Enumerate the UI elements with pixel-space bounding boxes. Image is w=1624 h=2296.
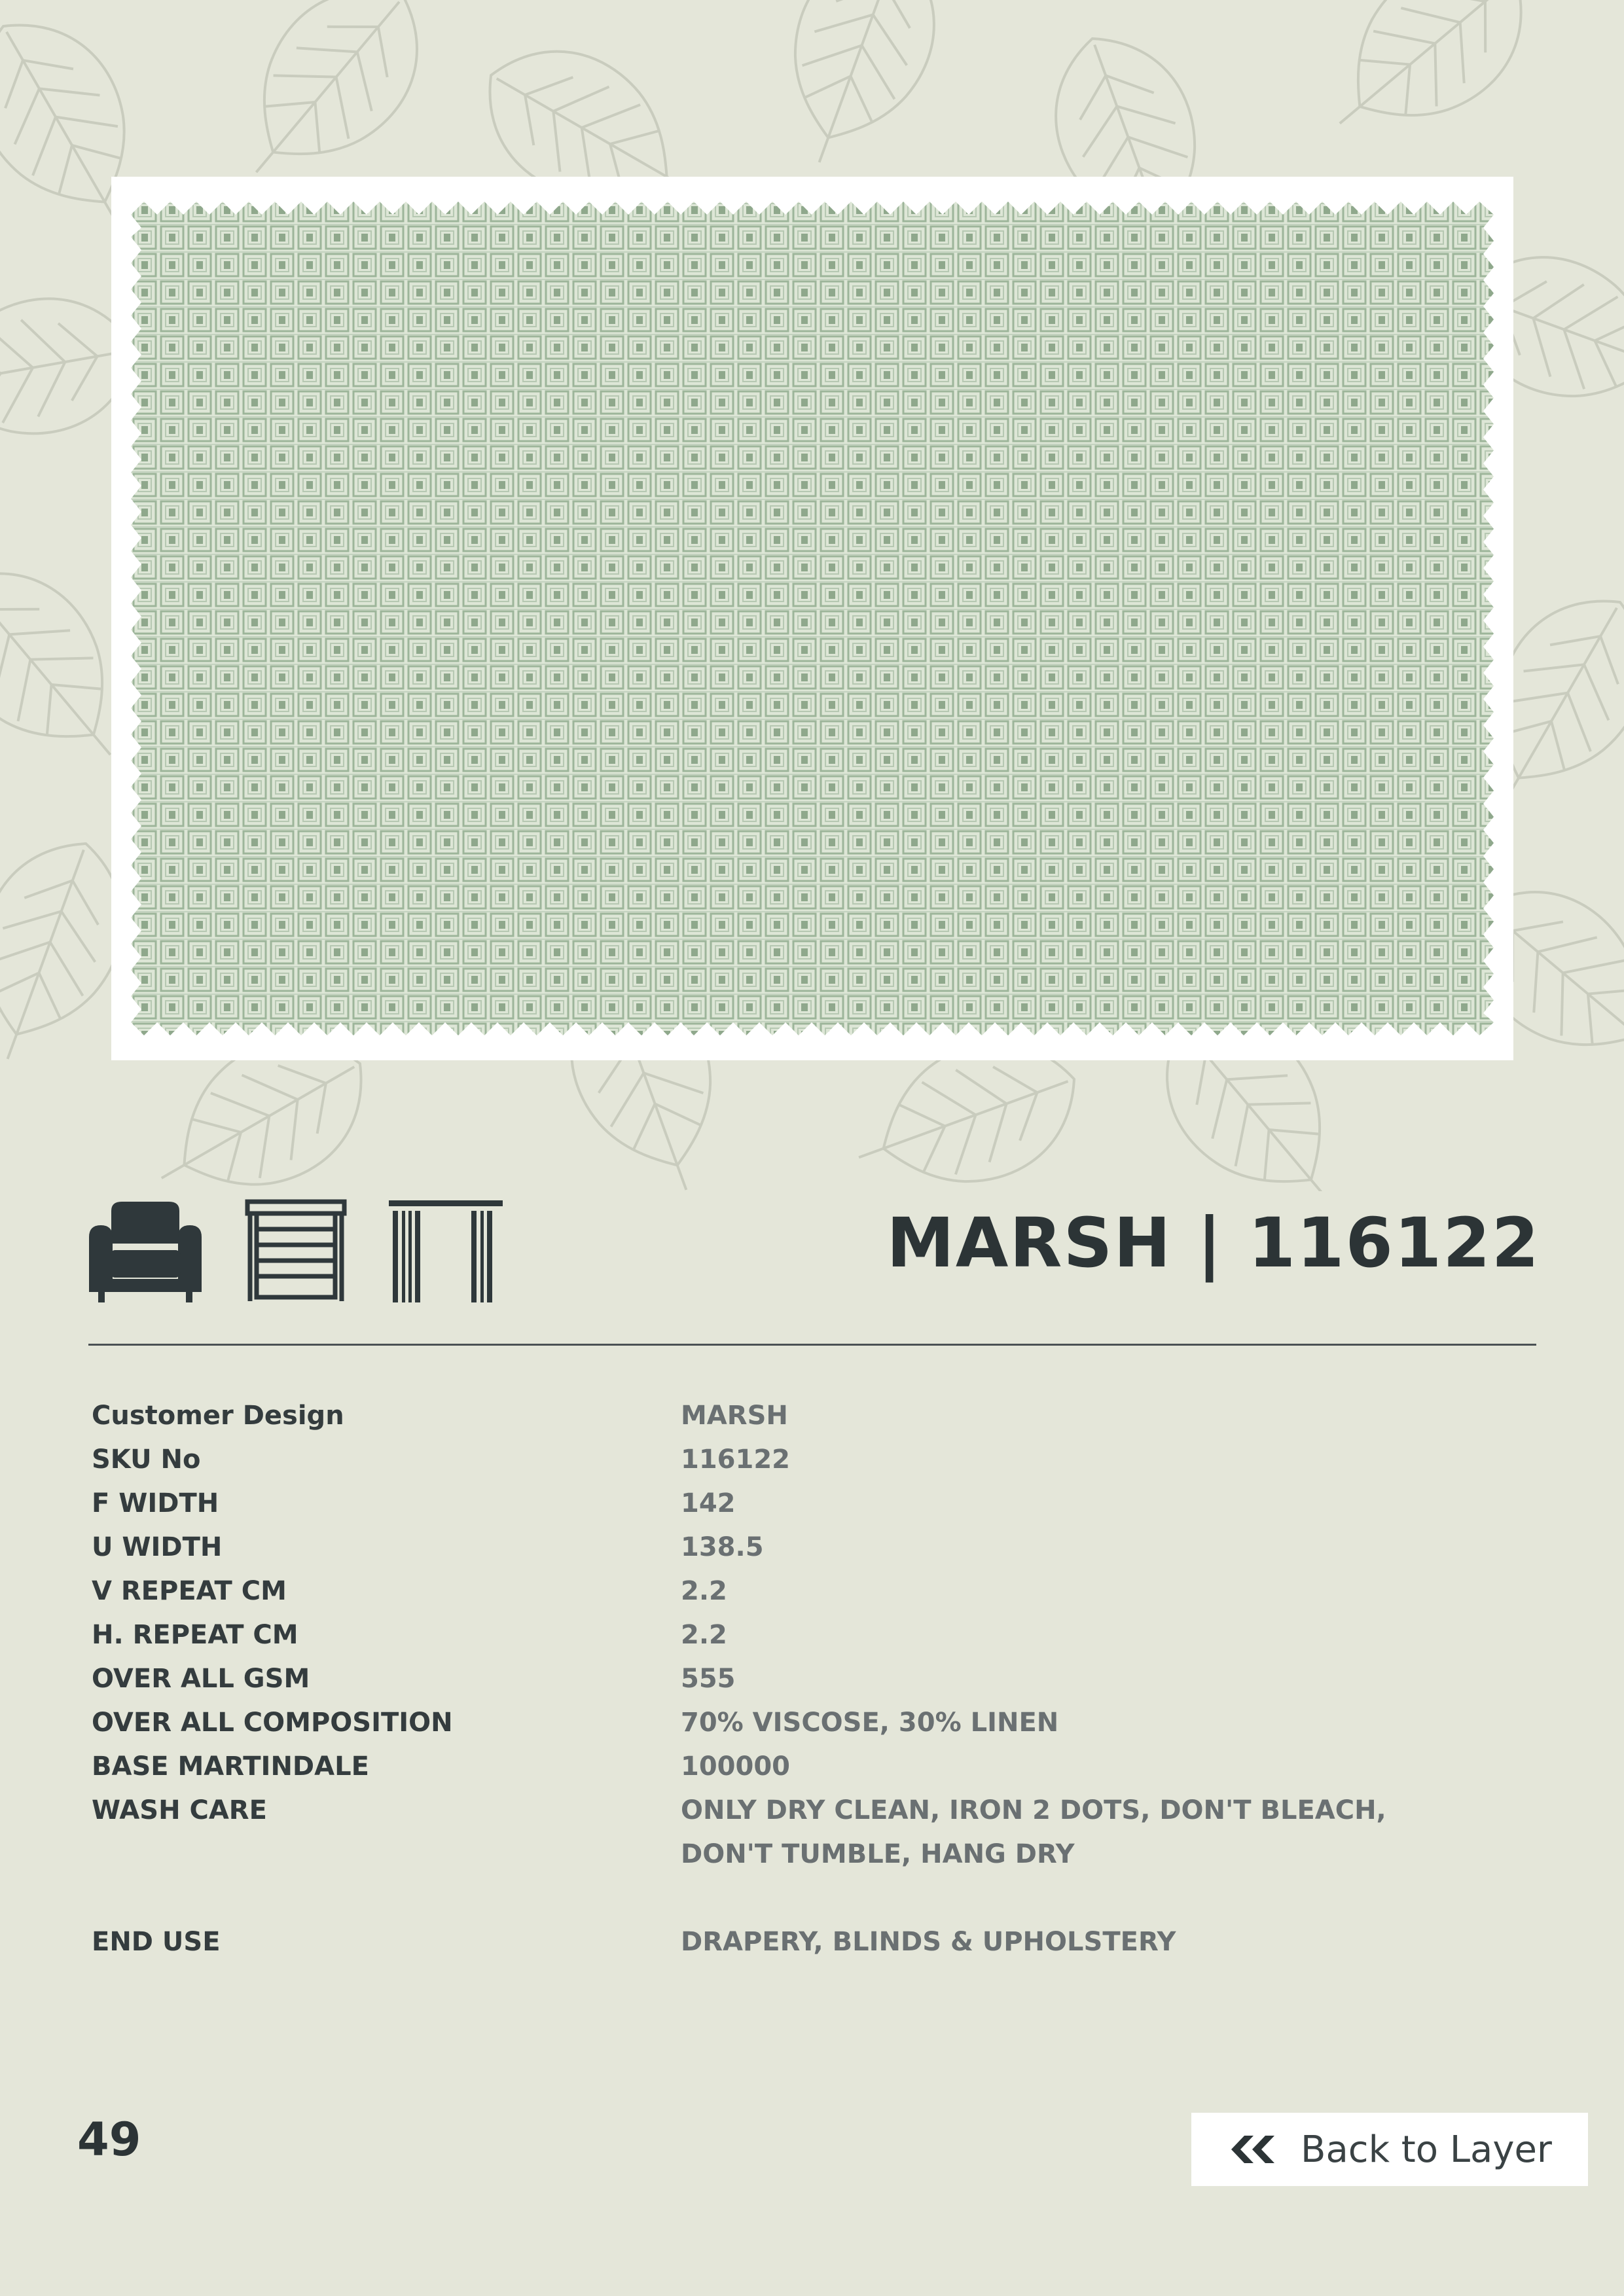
spec-label: END USE xyxy=(92,1927,221,1957)
spec-row xyxy=(92,1526,1466,1570)
spec-label: V REPEAT CM xyxy=(92,1576,287,1606)
page-number: 49 xyxy=(77,2113,141,2166)
spec-row-continued xyxy=(92,1833,1466,1876)
spec-label-empty xyxy=(92,1833,681,1876)
divider xyxy=(88,1344,1536,1346)
roman-blind-icon xyxy=(238,1196,353,1308)
spec-label: OVER ALL COMPOSITION xyxy=(92,1708,453,1738)
back-to-layer-button[interactable] xyxy=(1191,2113,1588,2186)
spec-label: WASH CARE xyxy=(92,1795,267,1825)
armchair-icon xyxy=(86,1196,204,1308)
spec-value: 555 xyxy=(681,1664,736,1694)
spec-row xyxy=(92,1920,1466,1964)
spec-value: 70% VISCOSE, 30% LINEN xyxy=(681,1708,1059,1738)
spec-value: MARSH xyxy=(681,1401,788,1431)
spec-value: 138.5 xyxy=(681,1532,764,1562)
spec-label: Customer Design xyxy=(92,1401,344,1431)
spec-label: U WIDTH xyxy=(92,1532,223,1562)
spec-value: DRAPERY, BLINDS & UPHOLSTERY xyxy=(681,1927,1176,1957)
spec-table xyxy=(92,1394,1466,1964)
spec-label: H. REPEAT CM xyxy=(92,1620,298,1650)
spec-label: OVER ALL GSM xyxy=(92,1664,310,1694)
spec-row xyxy=(92,1657,1466,1701)
back-to-layer-label: Back to Layer xyxy=(1301,2128,1552,2171)
spec-value: 2.2 xyxy=(681,1620,727,1650)
spec-value: 116122 xyxy=(681,1444,790,1475)
spec-value: ONLY DRY CLEAN, IRON 2 DOTS, DON'T BLEACH, xyxy=(681,1795,1386,1825)
spec-row xyxy=(92,1745,1466,1789)
spec-label: SKU No xyxy=(92,1444,201,1475)
spec-value: DON'T TUMBLE, HANG DRY xyxy=(681,1839,1075,1869)
fabric-swatch-image xyxy=(131,196,1494,1041)
spec-row xyxy=(92,1438,1466,1482)
double-chevron-left-icon xyxy=(1227,2133,1286,2166)
spec-row xyxy=(92,1394,1466,1438)
product-title: MARSH | 116122 xyxy=(886,1203,1540,1283)
spec-value: 142 xyxy=(681,1488,736,1518)
spec-row xyxy=(92,1789,1466,1833)
spec-value: 2.2 xyxy=(681,1576,727,1606)
spec-label: BASE MARTINDALE xyxy=(92,1751,369,1782)
spec-row xyxy=(92,1482,1466,1526)
spec-value: 100000 xyxy=(681,1751,790,1782)
spec-row xyxy=(92,1613,1466,1657)
fabric-swatch-frame xyxy=(111,177,1513,1060)
spec-label: F WIDTH xyxy=(92,1488,219,1518)
curtain-panels-icon xyxy=(388,1196,504,1308)
spec-row xyxy=(92,1701,1466,1745)
spec-row xyxy=(92,1570,1466,1613)
